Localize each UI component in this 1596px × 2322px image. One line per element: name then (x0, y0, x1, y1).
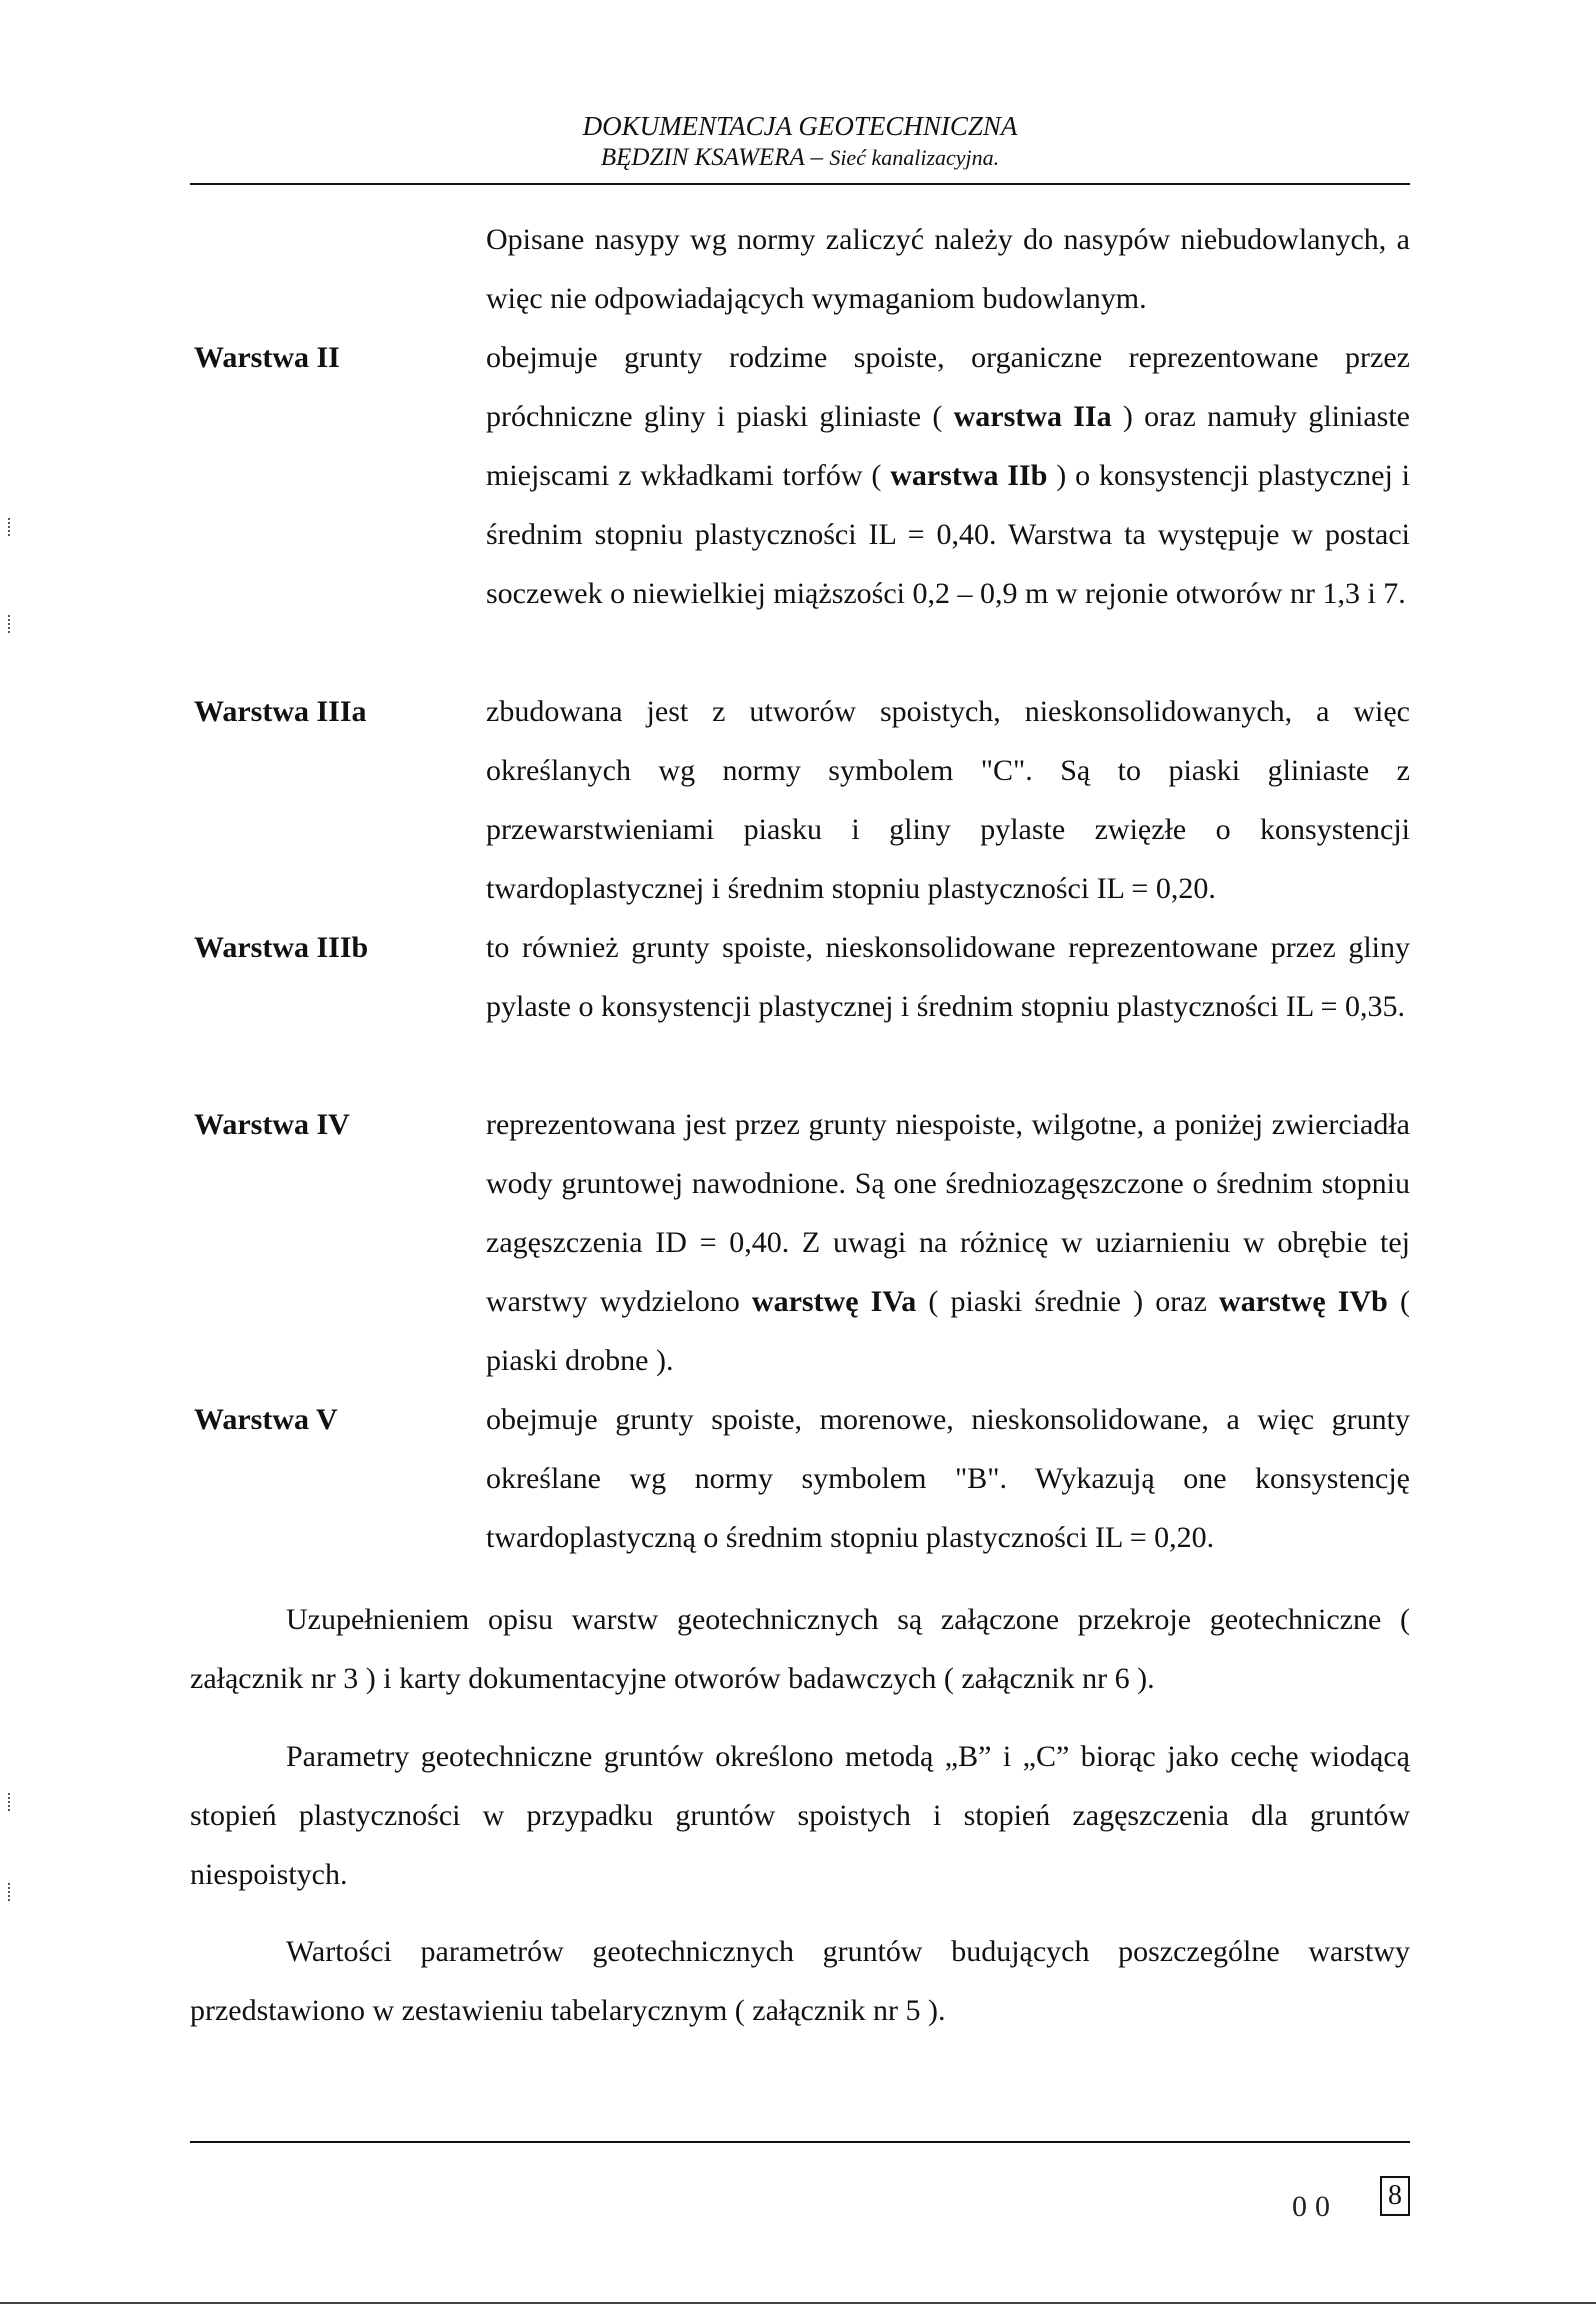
layer-label: Warstwa IIIa (194, 695, 367, 728)
layer-description: zbudowana jest z utworów spoistych, nieskonsolidowanych, a więc określanych wg normy symbolem "C". Są to piaski gliniaste z przewarstwieniami piasku i gliny pylaste zwięzłe o konsystencji twardoplastycznej i średnim stopniu plastyczności IL = 0,20. (486, 695, 1410, 905)
scan-edge-line (0, 2302, 1596, 2304)
layer-label: Warstwa II (194, 341, 340, 374)
margin-mark (8, 1883, 16, 1901)
layer-description: obejmuje grunty spoiste, morenowe, nieskonsolidowane, a więc grunty określane wg normy symbolem "B". Wykazują one konsystencję twardoplastyczną o średnim stopniu plastyczności IL = 0,20. (486, 1403, 1410, 1554)
margin-mark (8, 615, 16, 633)
paragraph-attachments: Uzupełnieniem opisu warstw geotechnicznych są załączone przekroje geotechniczne ( załącznik nr 3 ) i karty dokumentacyjne otworów badawczych ( załącznik nr 6 ). (190, 1603, 1410, 1695)
header-divider (190, 183, 1410, 185)
page-header (190, 110, 1410, 174)
layer-description: to również grunty spoiste, nieskonsolidowane reprezentowane przez gliny pylaste o konsystencji plastycznej i średnim stopniu plastyczności IL = 0,35. (486, 931, 1410, 1023)
paragraph-parameters-table: Wartości parametrów geotechnicznych gruntów budujących poszczególne warstwy przedstawiono w zestawieniu tabelarycznym ( załącznik nr 5 ). (190, 1935, 1410, 2027)
layer-description: obejmuje grunty rodzime spoiste, organiczne reprezentowane przez próchniczne gliny i piaski gliniaste ( warstwa IIa ) oraz namuły gliniaste miejscami z wkładkami torfów ( warstwa IIb ) o konsystencji plastycznej i średnim stopniu plastyczności IL = 0,40. Warstwa ta występuje w postaci soczewek o niewielkiej miąższości 0,2 – 0,9 m w rejonie otworów nr 1,3 i 7. (486, 341, 1410, 610)
intro-text: Opisane nasypy wg normy zaliczyć należy do nasypów niebudowlanych, a więc nie odpowiadających wymaganiom budowlanym. (486, 223, 1410, 315)
margin-mark (8, 1793, 16, 1811)
layer-description: reprezentowana jest przez grunty niespoiste, wilgotne, a poniżej zwierciadła wody gruntowej nawodnione. Są one średniozagęszczone o średnim stopniu zagęszczenia ID = 0,40. Z uwagi na różnicę w uziarnieniu w obrębie tej warstwy wydzielono warstwę IVa ( piaski średnie ) oraz warstwę IVb ( piaski drobne ). (486, 1108, 1410, 1377)
stamp-mark: 00 (1292, 2190, 1338, 2223)
layer-label: Warstwa V (194, 1403, 338, 1436)
margin-mark (8, 518, 16, 536)
layer-label: Warstwa IV (194, 1108, 350, 1141)
layer-label: Warstwa IIIb (194, 931, 369, 964)
paragraph-parameters-method: Parametry geotechniczne gruntów określono metodą „B” i „C” biorąc jako cechę wiodącą stopień plastyczności w przypadku gruntów spoistych i stopień zagęszczenia dla gruntów niespoistych. (190, 1740, 1410, 1891)
footer-divider (190, 2141, 1410, 2143)
header-subtitle: BĘDZIN KSAWERA – Sieć kanalizacyjna. (600, 144, 1000, 171)
page-number: 8 (1380, 2176, 1410, 2216)
header-title: DOKUMENTACJA GEOTECHNICZNA (582, 111, 1018, 141)
